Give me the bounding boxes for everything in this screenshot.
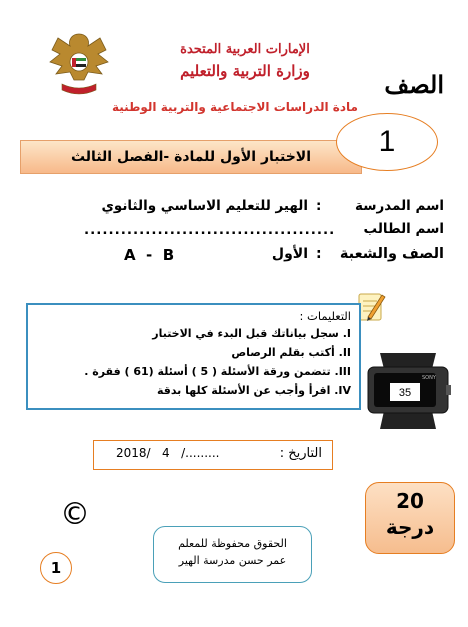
uae-emblem-icon [48,28,110,98]
instruction-num: IV. [334,384,351,397]
score-box [365,482,455,554]
grade-title: الصف [384,70,444,99]
rights-box [153,526,312,583]
date-label: التاريخ : [279,446,322,461]
class-colon: : [316,246,322,262]
watch-time: 35 [398,387,412,399]
instruction-num: I. [342,327,351,340]
school-label: اسم المدرسة [355,198,444,214]
date-box [93,440,333,470]
instruction-item [84,365,351,378]
instructions-title: التعليمات : [299,309,351,323]
country-name: الإمارات العربية المتحدة [180,42,310,57]
score-unit: درجة [385,515,435,539]
instruction-num: III. [334,365,351,378]
copyright-symbol: © [60,497,90,532]
ministry-name: وزارة التربية والتعليم [180,62,310,80]
student-name-label: اسم الطالب [363,221,444,237]
date-value[interactable]: 2018/ 4 /......... [116,446,220,460]
instruction-item [157,384,351,397]
instruction-text: أكتب بقلم الرصاص [231,346,335,359]
class-value: الأول [271,246,308,262]
instruction-text: تتضمن ورقة الأسئلة ( 5 ) أسئلة (61 ) فقرة . [84,365,331,378]
exam-title: الاختبار الأول للمادة -الفصل الثالث [70,149,312,165]
subject-name: مادة الدراسات الاجتماعية والتربية الوطنية [112,100,358,114]
instruction-text: اقرأ وأجب عن الأسئلة كلها بدقة [156,384,331,397]
watch-brand: SONY [422,375,436,381]
school-value: الهير للتعليم الاساسي والثانوي [101,198,308,214]
grade-number-circle: 1 [336,113,438,171]
instruction-item [231,346,351,359]
rights-line1: الحقوق محفوظة للمعلم [178,537,287,550]
page-number: 1 [40,552,72,584]
exam-title-banner [20,140,362,174]
score-value: 20 [396,489,424,513]
school-colon: : [316,198,322,214]
class-label: الصف والشعبة [339,246,444,262]
class-sections: A - B [124,246,175,264]
rights-line2: عمر حسن مدرسة الهير [178,554,287,567]
instruction-num: II. [338,346,351,359]
student-name-field[interactable]: ......................................... [84,222,336,238]
smartwatch-icon [362,345,454,435]
instructions-box [26,303,361,410]
instruction-text: سجل بياناتك قبل البدء في الاختبار [152,327,339,340]
instruction-item [152,327,351,340]
